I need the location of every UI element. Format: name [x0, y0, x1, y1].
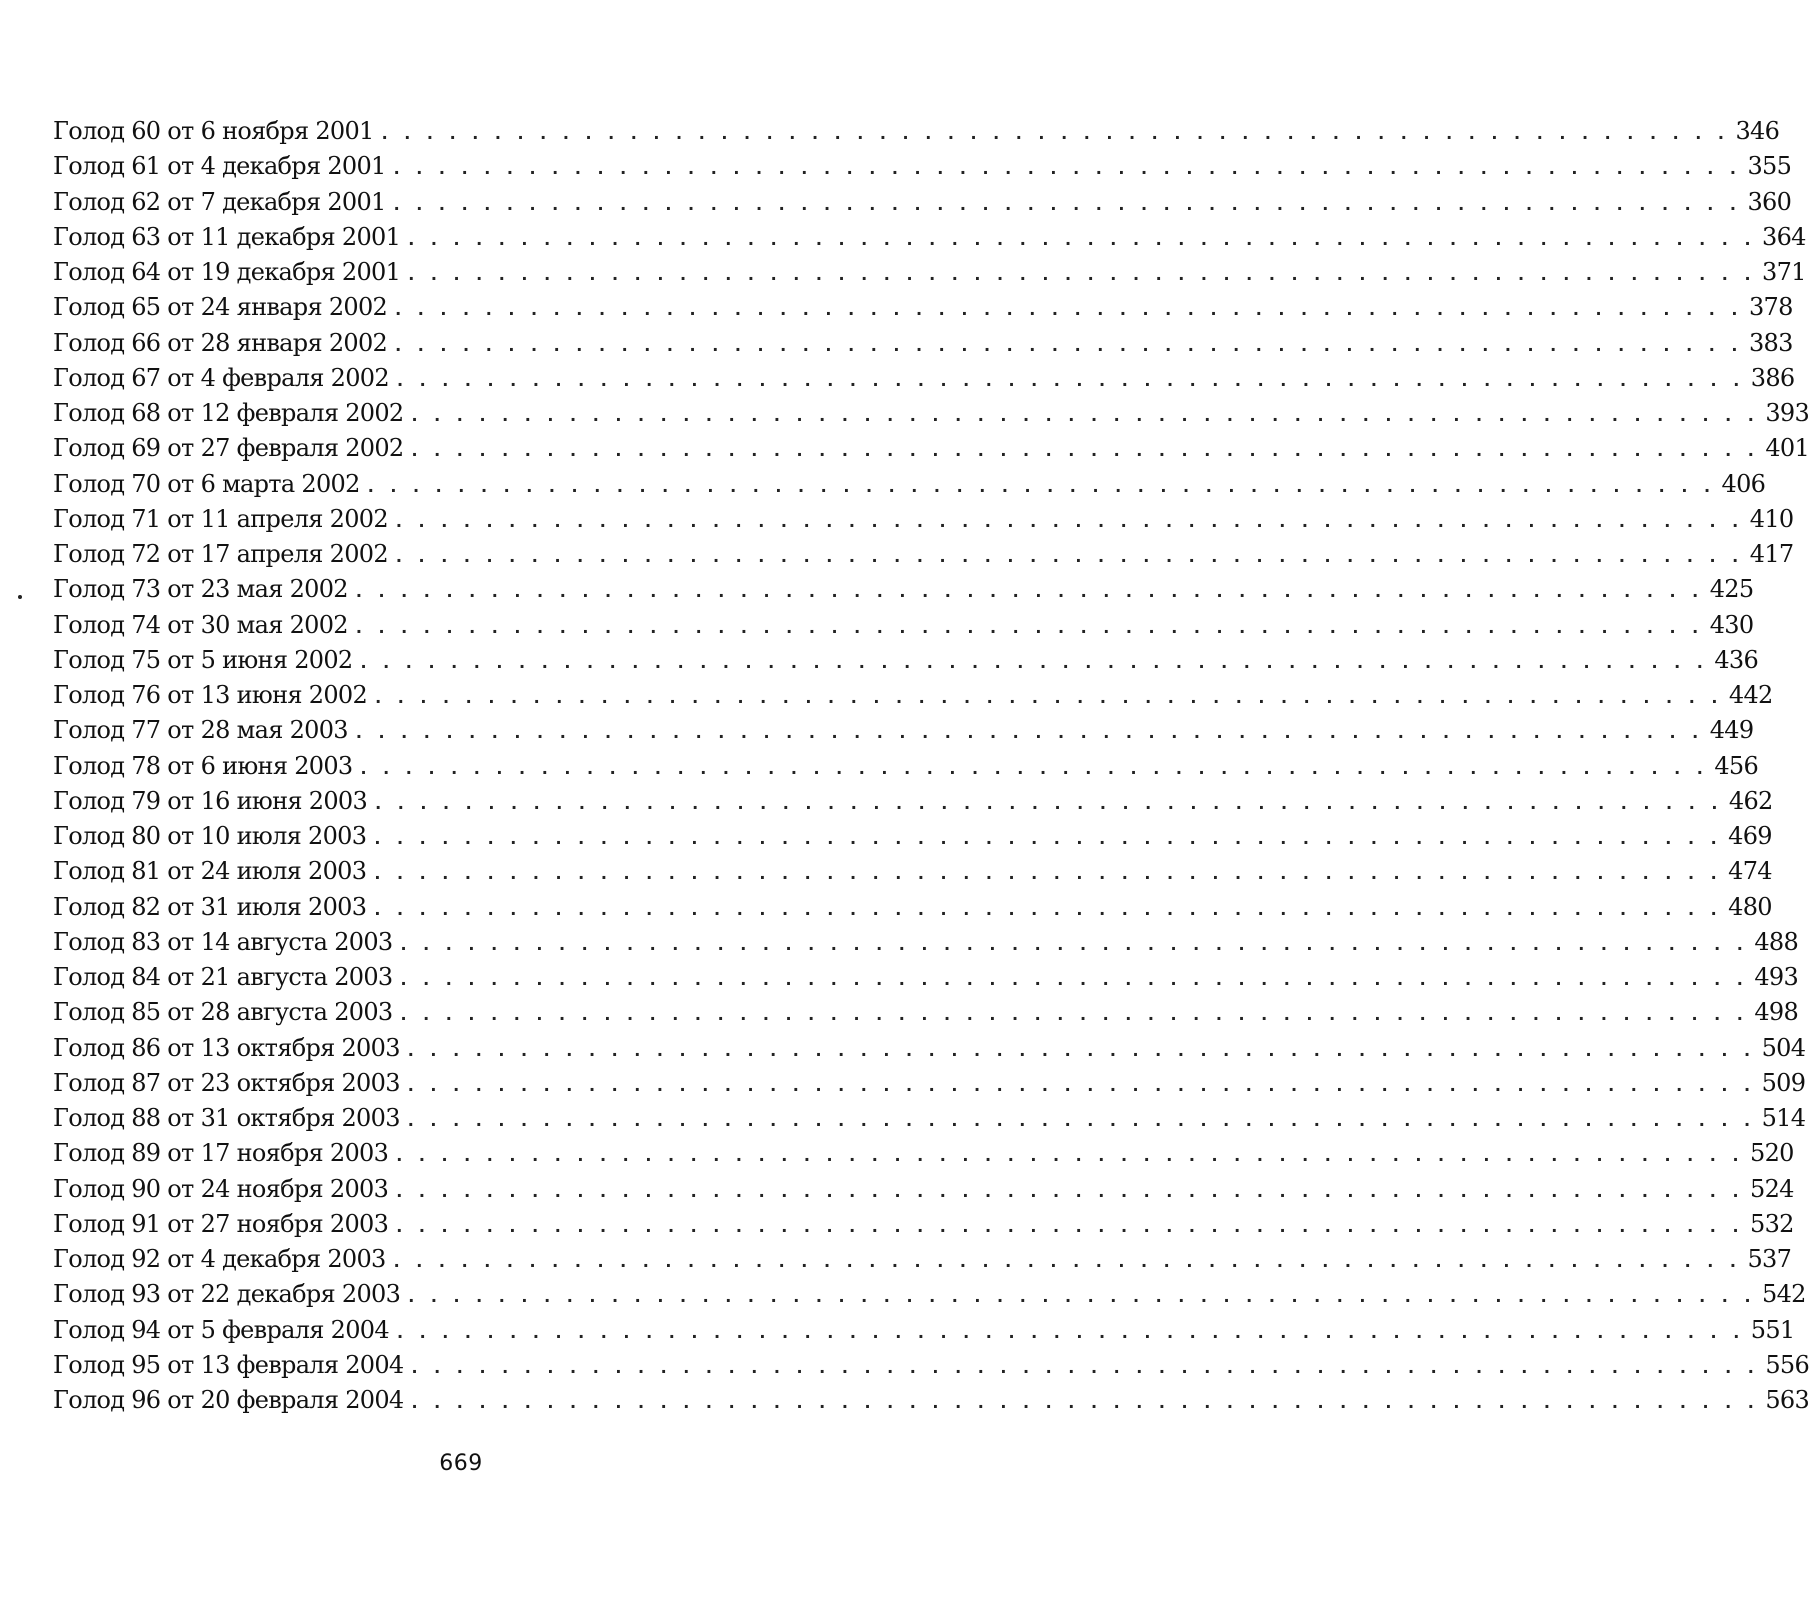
dot-leader: . . . . . . . . . . . . . . . . . . . . . . . . . . . . . . . . . . . . . . . . . . . . . . . . . . . . . . . . . . . . — [395, 335, 1743, 355]
toc-entry-title: Голод 71 от 11 апреля 2002 — [53, 504, 388, 533]
stray-ink-mark — [18, 595, 22, 599]
toc-entry-page: 509 — [1761, 1068, 1806, 1097]
toc-entry-title: Голод 79 от 16 июня 2003 — [53, 786, 368, 815]
page-number: 669 — [439, 1451, 483, 1476]
toc-entry-title: Голод 75 от 5 июня 2002 — [53, 645, 353, 674]
toc-entry-title: Голод 76 от 13 июня 2002 — [53, 681, 368, 709]
toc-entry-title: Голод 67 от 4 февраля 2002 — [53, 363, 389, 392]
dot-leader: . . . . . . . . . . . . . . . . . . . . . . . . . . . . . . . . . . . . . . . . . . . . . . . . . . . . . . . . . . . . — [396, 1146, 1745, 1166]
toc-entry-page: 524 — [1750, 1174, 1794, 1203]
toc-entry-page: 430 — [1709, 610, 1754, 639]
toc-entry-page: 520 — [1750, 1139, 1794, 1168]
dot-leader: . . . . . . . . . . . . . . . . . . . . . . . . . . . . . . . . . . . . . . . . . . . . . . . . . . . . . . . . . . . . — [355, 582, 1704, 602]
toc-entry-title: Голод 90 от 24 ноября 2003 — [53, 1174, 389, 1203]
toc-entry-page: 355 — [1747, 152, 1792, 181]
toc-entry-title: Голод 94 от 5 февраля 2004 — [53, 1315, 389, 1344]
toc-entry-page: 383 — [1748, 328, 1793, 357]
toc-entry — [53, 1031, 1806, 1066]
toc-entry — [53, 326, 1793, 361]
dot-leader: . . . . . . . . . . . . . . . . . . . . . . . . . . . . . . . . . . . . . . . . . . . . . . . . . . . . . . . . . . . . — [411, 406, 1760, 425]
toc-entry-page: 504 — [1761, 1033, 1806, 1062]
dot-leader: . . . . . . . . . . . . . . . . . . . . . . . . . . . . . . . . . . . . . . . . . . . . . . . . . . . . . . . . . . . . — [374, 899, 1723, 919]
dot-leader: . . . . . . . . . . . . . . . . . . . . . . . . . . . . . . . . . . . . . . . . . . . . . . . . . . . . . . . . . . . . — [374, 829, 1723, 848]
toc-entry-page: 493 — [1754, 963, 1799, 991]
toc-entry-title: Голод 88 от 31 октября 2003 — [53, 1104, 400, 1132]
toc-entry-title: Голод 82 от 31 июля 2003 — [53, 892, 367, 921]
toc-entry — [53, 114, 1780, 149]
dot-leader: . . . . . . . . . . . . . . . . . . . . . . . . . . . . . . . . . . . . . . . . . . . . . . . . . . . . . . . . . . . . — [408, 1287, 1757, 1307]
toc-entry — [53, 467, 1766, 502]
toc-entry-page: 386 — [1750, 363, 1795, 392]
toc-entry — [53, 819, 1772, 854]
dot-leader: . . . . . . . . . . . . . . . . . . . . . . . . . . . . . . . . . . . . . . . . . . . . . . . . . . . . . . . . . . . . — [395, 300, 1743, 320]
table-of-contents — [53, 114, 1809, 1418]
toc-entry-page: 456 — [1714, 751, 1759, 780]
toc-entry — [53, 1066, 1806, 1101]
dot-leader: . . . . . . . . . . . . . . . . . . . . . . . . . . . . . . . . . . . . . . . . . . . . . . . . . . . . . . . . . . . . — [408, 229, 1757, 249]
dot-leader: . . . . . . . . . . . . . . . . . . . . . . . . . . . . . . . . . . . . . . . . . . . . . . . . . . . . . . . . . . . . — [360, 652, 1709, 672]
toc-entry-title: Голод 85 от 28 августа 2003 — [53, 998, 393, 1027]
toc-entry-title: Голод 91 от 27 ноября 2003 — [53, 1209, 389, 1238]
toc-entry-page: 556 — [1765, 1350, 1809, 1379]
toc-entry — [53, 890, 1772, 925]
toc-entry-page: 480 — [1728, 892, 1772, 921]
toc-entry-title: Голод 73 от 23 мая 2002 — [53, 575, 348, 604]
toc-entry — [53, 396, 1809, 431]
dot-leader: . . . . . . . . . . . . . . . . . . . . . . . . . . . . . . . . . . . . . . . . . . . . . . . . . . . . . . . . . . . . — [375, 793, 1723, 813]
dot-leader: . . . . . . . . . . . . . . . . . . . . . . . . . . . . . . . . . . . . . . . . . . . . . . . . . . . . . . . . . . . . — [355, 617, 1704, 637]
toc-entry — [53, 220, 1806, 255]
toc-entry — [53, 713, 1754, 748]
toc-entry-title: Голод 60 от 6 ноября 2001 — [53, 117, 374, 145]
dot-leader: . . . . . . . . . . . . . . . . . . . . . . . . . . . . . . . . . . . . . . . . . . . . . . . . . . . . . . . . . . . . — [396, 1322, 1745, 1342]
toc-entry-page: 551 — [1750, 1315, 1795, 1344]
dot-leader: . . . . . . . . . . . . . . . . . . . . . . . . . . . . . . . . . . . . . . . . . . . . . . . . . . . . . . . . . . . . — [381, 124, 1730, 143]
toc-entry-title: Голод 83 от 14 августа 2003 — [53, 927, 393, 956]
toc-entry — [53, 572, 1754, 607]
toc-entry-title: Голод 89 от 17 ноября 2003 — [53, 1139, 389, 1168]
toc-entry-title: Голод 72 от 17 апреля 2002 — [53, 540, 388, 568]
dot-leader: . . . . . . . . . . . . . . . . . . . . . . . . . . . . . . . . . . . . . . . . . . . . . . . . . . . . . . . . . . . . — [375, 688, 1723, 707]
toc-entry — [53, 502, 1794, 537]
dot-leader: . . . . . . . . . . . . . . . . . . . . . . . . . . . . . . . . . . . . . . . . . . . . . . . . . . . . . . . . . . . . — [393, 194, 1742, 214]
dot-leader: . . . . . . . . . . . . . . . . . . . . . . . . . . . . . . . . . . . . . . . . . . . . . . . . . . . . . . . . . . . . — [408, 265, 1757, 284]
toc-entry-title: Голод 62 от 7 декабря 2001 — [53, 187, 386, 216]
toc-entry-title: Голод 93 от 22 декабря 2003 — [53, 1280, 401, 1309]
toc-entry — [53, 255, 1806, 290]
dot-leader: . . . . . . . . . . . . . . . . . . . . . . . . . . . . . . . . . . . . . . . . . . . . . . . . . . . . . . . . . . . . — [396, 370, 1745, 390]
dot-leader: . . . . . . . . . . . . . . . . . . . . . . . . . . . . . . . . . . . . . . . . . . . . . . . . . . . . . . . . . . . . — [395, 547, 1744, 566]
toc-entry — [53, 537, 1794, 572]
dot-leader: . . . . . . . . . . . . . . . . . . . . . . . . . . . . . . . . . . . . . . . . . . . . . . . . . . . . . . . . . . . . — [355, 723, 1704, 743]
toc-entry-title: Голод 84 от 21 августа 2003 — [53, 963, 393, 991]
toc-entry-page: 346 — [1735, 117, 1780, 145]
toc-entry-page: 371 — [1762, 258, 1806, 286]
toc-entry — [53, 749, 1759, 784]
toc-entry-page: 474 — [1728, 857, 1772, 886]
toc-entry — [53, 1101, 1806, 1136]
toc-entry — [53, 784, 1773, 819]
toc-entry — [53, 149, 1792, 184]
toc-entry-page: 406 — [1721, 469, 1766, 498]
dot-leader: . . . . . . . . . . . . . . . . . . . . . . . . . . . . . . . . . . . . . . . . . . . . . . . . . . . . . . . . . . . . — [374, 864, 1723, 884]
toc-entry-title: Голод 74 от 30 мая 2002 — [53, 610, 348, 639]
toc-entry — [53, 1383, 1809, 1418]
toc-entry-page: 425 — [1709, 575, 1754, 604]
toc-entry-page: 469 — [1728, 822, 1772, 850]
toc-entry-title: Голод 78 от 6 июня 2003 — [53, 751, 353, 780]
toc-entry-title: Голод 69 от 27 февраля 2002 — [53, 434, 404, 463]
toc-entry-page: 542 — [1762, 1280, 1806, 1309]
toc-entry — [53, 854, 1772, 889]
dot-leader: . . . . . . . . . . . . . . . . . . . . . . . . . . . . . . . . . . . . . . . . . . . . . . . . . . . . . . . . . . . . — [393, 159, 1742, 179]
toc-entry — [53, 678, 1773, 713]
dot-leader: . . . . . . . . . . . . . . . . . . . . . . . . . . . . . . . . . . . . . . . . . . . . . . . . . . . . . . . . . . . . — [407, 1040, 1756, 1060]
toc-entry — [53, 608, 1754, 643]
toc-entry — [53, 185, 1792, 220]
dot-leader: . . . . . . . . . . . . . . . . . . . . . . . . . . . . . . . . . . . . . . . . . . . . . . . . . . . . . . . . . . . . — [400, 970, 1749, 989]
dot-leader: . . . . . . . . . . . . . . . . . . . . . . . . . . . . . . . . . . . . . . . . . . . . . . . . . . . . . . . . . . . . — [400, 1005, 1749, 1025]
toc-entry-title: Голод 81 от 24 июля 2003 — [53, 857, 367, 886]
toc-entry-title: Голод 87 от 23 октября 2003 — [53, 1068, 400, 1097]
toc-entry-title: Голод 63 от 11 декабря 2001 — [53, 222, 401, 251]
toc-entry-page: 462 — [1728, 786, 1773, 815]
toc-entry-page: 488 — [1754, 927, 1799, 956]
dot-leader: . . . . . . . . . . . . . . . . . . . . . . . . . . . . . . . . . . . . . . . . . . . . . . . . . . . . . . . . . . . . — [396, 1216, 1745, 1236]
toc-entry — [53, 1313, 1795, 1348]
toc-entry-page: 393 — [1765, 399, 1809, 427]
toc-entry-page: 360 — [1747, 187, 1792, 216]
toc-entry-title: Голод 96 от 20 февраля 2004 — [53, 1386, 404, 1414]
dot-leader: . . . . . . . . . . . . . . . . . . . . . . . . . . . . . . . . . . . . . . . . . . . . . . . . . . . . . . . . . . . . — [411, 1393, 1760, 1412]
toc-entry-page: 563 — [1765, 1386, 1809, 1414]
dot-leader: . . . . . . . . . . . . . . . . . . . . . . . . . . . . . . . . . . . . . . . . . . . . . . . . . . . . . . . . . . . . — [411, 441, 1760, 461]
dot-leader: . . . . . . . . . . . . . . . . . . . . . . . . . . . . . . . . . . . . . . . . . . . . . . . . . . . . . . . . . . . . — [400, 934, 1749, 954]
toc-entry — [53, 361, 1795, 396]
toc-entry — [53, 960, 1799, 995]
dot-leader: . . . . . . . . . . . . . . . . . . . . . . . . . . . . . . . . . . . . . . . . . . . . . . . . . . . . . . . . . . . . — [393, 1252, 1742, 1271]
toc-entry — [53, 1242, 1792, 1277]
dot-leader: . . . . . . . . . . . . . . . . . . . . . . . . . . . . . . . . . . . . . . . . . . . . . . . . . . . . . . . . . . . . — [360, 758, 1709, 778]
toc-entry-title: Голод 68 от 12 февраля 2002 — [53, 399, 404, 427]
toc-entry-page: 449 — [1709, 716, 1754, 745]
toc-entry-page: 364 — [1762, 222, 1806, 251]
toc-entry — [53, 1207, 1794, 1242]
toc-entry — [53, 995, 1799, 1030]
toc-entry — [53, 1277, 1806, 1312]
dot-leader: . . . . . . . . . . . . . . . . . . . . . . . . . . . . . . . . . . . . . . . . . . . . . . . . . . . . . . . . . . . . — [396, 1181, 1745, 1201]
toc-entry-title: Голод 65 от 24 января 2002 — [53, 293, 388, 322]
toc-entry-page: 410 — [1749, 504, 1794, 533]
toc-entry — [53, 1348, 1809, 1383]
dot-leader: . . . . . . . . . . . . . . . . . . . . . . . . . . . . . . . . . . . . . . . . . . . . . . . . . . . . . . . . . . . . — [407, 1111, 1756, 1130]
toc-entry-page: 378 — [1748, 293, 1793, 322]
toc-entry — [53, 431, 1809, 466]
toc-entry-title: Голод 70 от 6 марта 2002 — [53, 469, 360, 498]
dot-leader: . . . . . . . . . . . . . . . . . . . . . . . . . . . . . . . . . . . . . . . . . . . . . . . . . . . . . . . . . . . . — [411, 1357, 1760, 1377]
toc-entry-title: Голод 92 от 4 декабря 2003 — [53, 1245, 386, 1273]
toc-entry-page: 442 — [1728, 681, 1773, 709]
toc-entry — [53, 1136, 1794, 1171]
toc-entry-title: Голод 77 от 28 мая 2003 — [53, 716, 348, 745]
dot-leader: . . . . . . . . . . . . . . . . . . . . . . . . . . . . . . . . . . . . . . . . . . . . . . . . . . . . . . . . . . . . — [407, 1075, 1756, 1095]
toc-entry-title: Голод 64 от 19 декабря 2001 — [53, 258, 401, 286]
toc-entry-page: 532 — [1750, 1209, 1794, 1238]
dot-leader: . . . . . . . . . . . . . . . . . . . . . . . . . . . . . . . . . . . . . . . . . . . . . . . . . . . . . . . . . . . . — [367, 476, 1716, 496]
toc-entry-title: Голод 95 от 13 февраля 2004 — [53, 1350, 404, 1379]
toc-entry — [53, 643, 1759, 678]
toc-entry-title: Голод 66 от 28 января 2002 — [53, 328, 388, 357]
toc-entry-page: 401 — [1765, 434, 1809, 463]
toc-entry-page: 417 — [1749, 540, 1794, 568]
toc-entry-title: Голод 61 от 4 декабря 2001 — [53, 152, 386, 181]
toc-entry-page: 537 — [1747, 1245, 1792, 1273]
toc-entry-page: 498 — [1754, 998, 1799, 1027]
toc-entry-page: 514 — [1761, 1104, 1806, 1132]
dot-leader: . . . . . . . . . . . . . . . . . . . . . . . . . . . . . . . . . . . . . . . . . . . . . . . . . . . . . . . . . . . . — [395, 511, 1744, 531]
toc-entry-title: Голод 86 от 13 октября 2003 — [53, 1033, 400, 1062]
toc-entry-page: 436 — [1714, 645, 1759, 674]
toc-entry — [53, 1172, 1794, 1207]
toc-entry-title: Голод 80 от 10 июля 2003 — [53, 822, 367, 850]
toc-entry — [53, 925, 1799, 960]
toc-entry — [53, 290, 1793, 325]
